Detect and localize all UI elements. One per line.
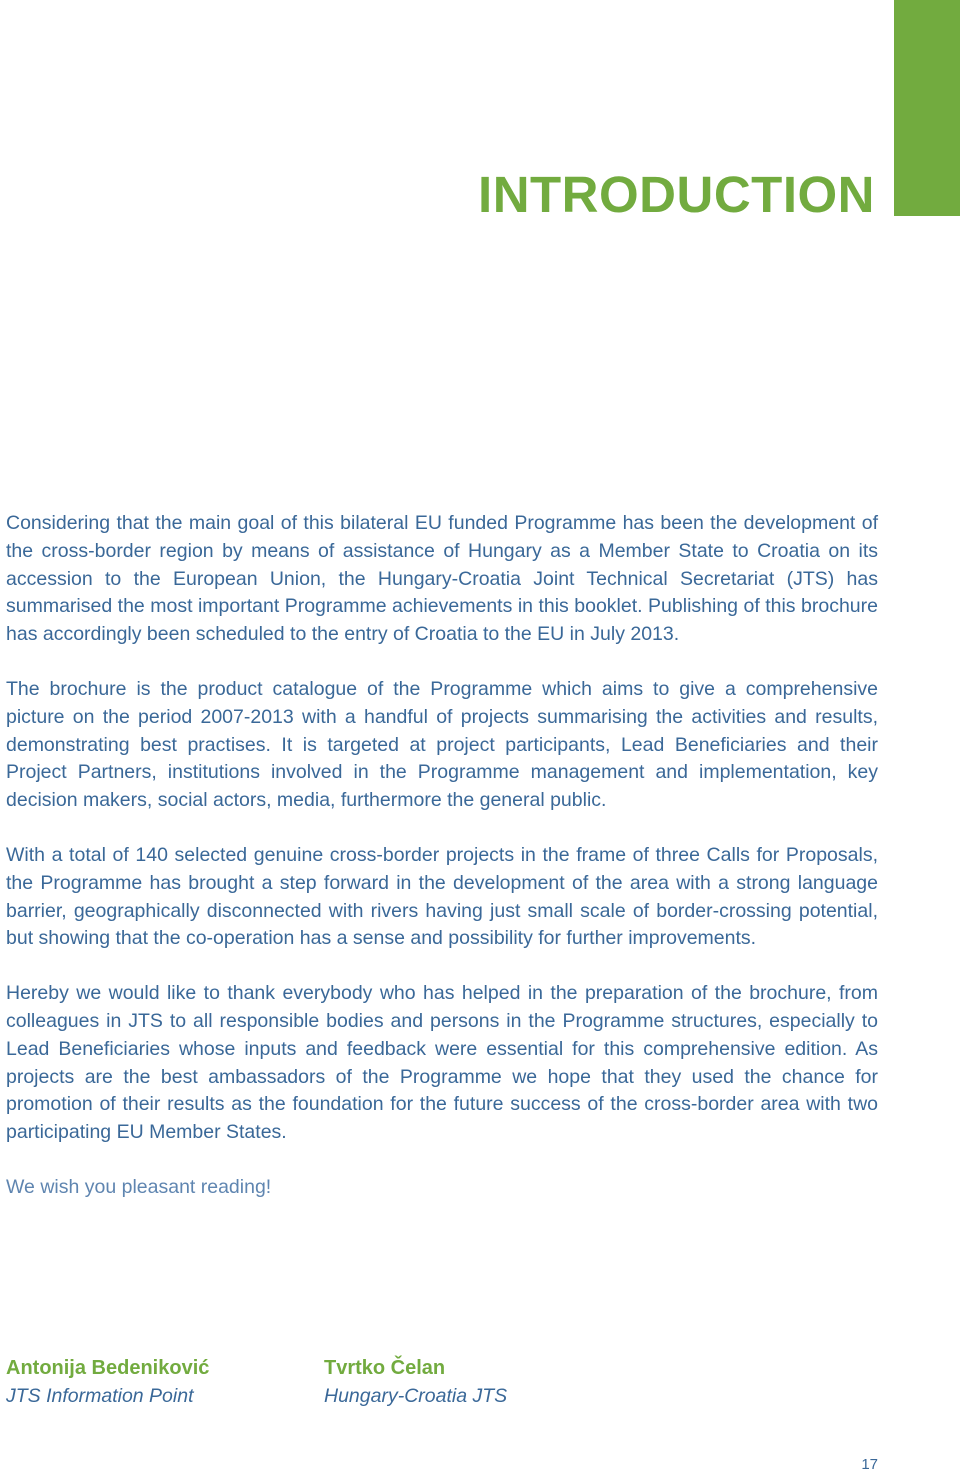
signatory-name: Tvrtko Čelan — [324, 1357, 446, 1379]
signatory-name: Antonija Bedeniković — [6, 1357, 210, 1379]
green-corner-tab — [894, 0, 960, 216]
signatory-role: JTS Information Point — [6, 1385, 194, 1407]
page-number: 17 — [861, 1456, 878, 1473]
paragraph-4: Hereby we would like to thank everybody who has helped in the preparation of the brochure, from colleagues in JTS to all responsible bodies and persons in the Programme structures, especially to Lead Beneficiaries whose inputs and feedback were essential for this comprehensive edition. As projects are the best ambassadors of the Programme we hope that they used the chance for promotion of their results as the foundation for the future success of the cross-border area with two participating EU Member States. — [6, 982, 878, 1144]
closing-line: We wish you pleasant reading! — [6, 1175, 272, 1198]
introduction-body — [6, 510, 878, 1202]
signatory-1 — [6, 1354, 209, 1410]
paragraph-1: Considering that the main goal of this bilateral EU funded Programme has been the development of the cross-border region by means of assistance of Hungary as a Member State to Croatia on its accession to the European Union, the Hungary-Croatia Joint Technical Secretariat (JTS) has summarised the most important Programme achievements in this booklet. Publishing of this brochure has accordingly been scheduled to the entry of Croatia to the EU in July 2013. — [6, 512, 878, 646]
paragraph-2: The brochure is the product catalogue of the Programme which aims to give a comprehensive picture on the period 2007-2013 with a handful of projects summarising the activities and results, demonstrating best practises. It is targeted at project participants, Lead Beneficiaries and their Project Partners, institutions involved in the Programme management and implementation, key decision makers, social actors, media, furthermore the general public. — [6, 677, 878, 812]
paragraph-3: With a total of 140 selected genuine cross-border projects in the frame of three Calls for Proposals, the Programme has brought a step forward in the development of the area with a strong language barrier, geographically disconnected with rivers having just small scale of border-crossing potential, but showing that the co-operation has a sense and possibility for further improvements. — [6, 843, 878, 950]
page-title: INTRODUCTION — [478, 166, 875, 223]
signatory-2 — [324, 1354, 507, 1410]
signatory-role: Hungary-Croatia JTS — [324, 1385, 508, 1407]
